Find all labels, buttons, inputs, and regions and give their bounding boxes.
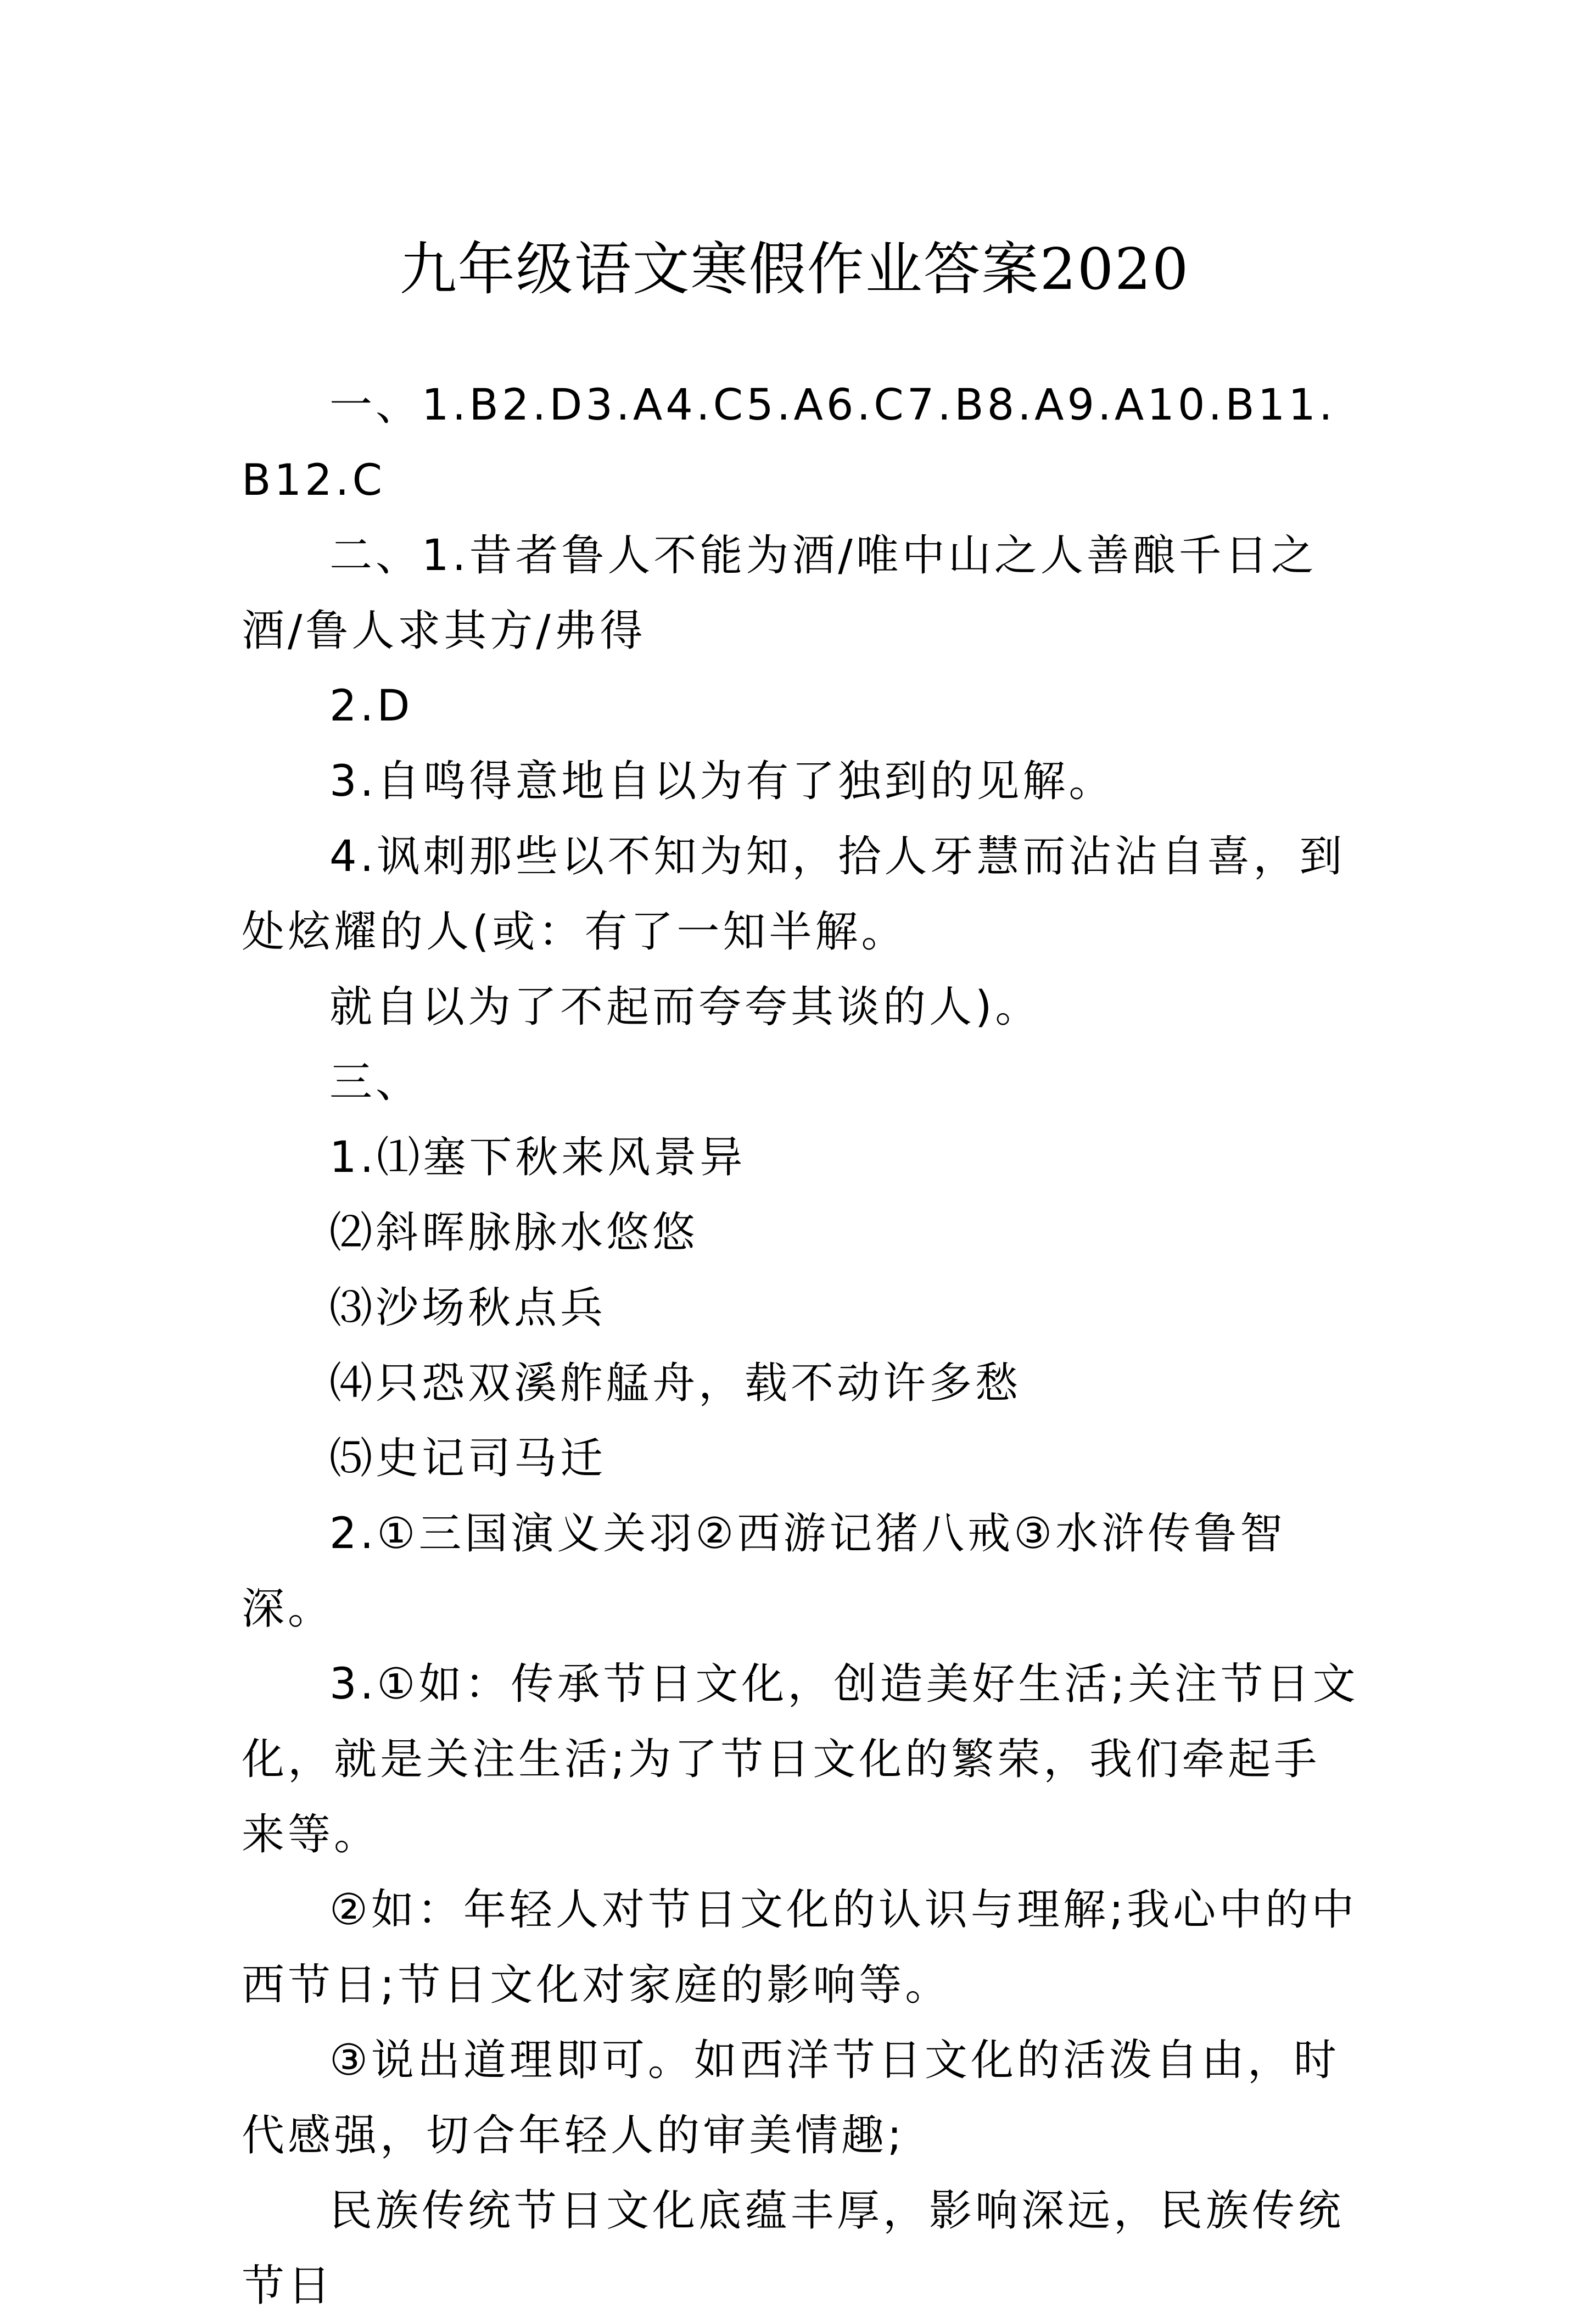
answer-section-3-1-a: 1.⑴塞下秋来风景异: [329, 1133, 746, 1182]
answer-section-3-3-b: ②如：年轻人对节日文化的认识与理解;我心中的中西节日;节日文化对家庭的影响等。: [242, 1885, 1358, 2010]
answer-section-3-1-e: ⑸史记司马迁: [329, 1434, 607, 1483]
answer-section-2-item-2: 2.D: [329, 681, 413, 731]
answer-section-2-item-3: 3.自鸣得意地自以为有了独到的见解。: [329, 757, 1115, 806]
document-title: 九年级语文寒假作业答案2020: [399, 235, 1190, 303]
answer-section-3-2: 2.①三国演义关羽②西游记猪八戒③水浒传鲁智深。: [242, 1509, 1286, 1634]
answer-section-3-3-c: ③说出道理即可。如西洋节日文化的活泼自由，时代感强，切合年轻人的审美情趣;: [242, 2036, 1340, 2160]
section-3-heading: 三、: [329, 1058, 422, 1107]
answer-section-3-3-a: 3.①如：传承节日文化，创造美好生活;关注节日文化，就是关注生活;为了节日文化的繁荣，我们牵起手来等。: [242, 1660, 1359, 1859]
answer-section-2-item-1: 二、1.昔者鲁人不能为酒/唯中山之人善酿千日之酒/鲁人求其方/弗得: [242, 531, 1317, 656]
answer-section-3-1-c: ⑶沙场秋点兵: [329, 1283, 607, 1333]
answer-section-1: 一、1.B2.D3.A4.C5.A6.C7.B8.A9.A10.B11.B12.C: [242, 381, 1336, 505]
answer-section-3-3-c-cont: 民族传统节日文化底蕴丰厚，影响深远，民族传统节日: [242, 2186, 1345, 2311]
document-body: [242, 368, 1362, 2324]
answer-section-3-1-b: ⑵斜晖脉脉水悠悠: [329, 1208, 699, 1258]
answer-section-2-item-4-cont: 就自以为了不起而夸夸其谈的人)。: [329, 982, 1042, 1032]
answer-section-3-1-d: ⑷只恐双溪舴艋舟，载不动许多愁: [329, 1359, 1022, 1408]
answer-section-2-item-4: 4.讽刺那些以不知为知，拾人牙慧而沾沾自喜，到处炫耀的人(或：有了一知半解。: [242, 832, 1346, 957]
